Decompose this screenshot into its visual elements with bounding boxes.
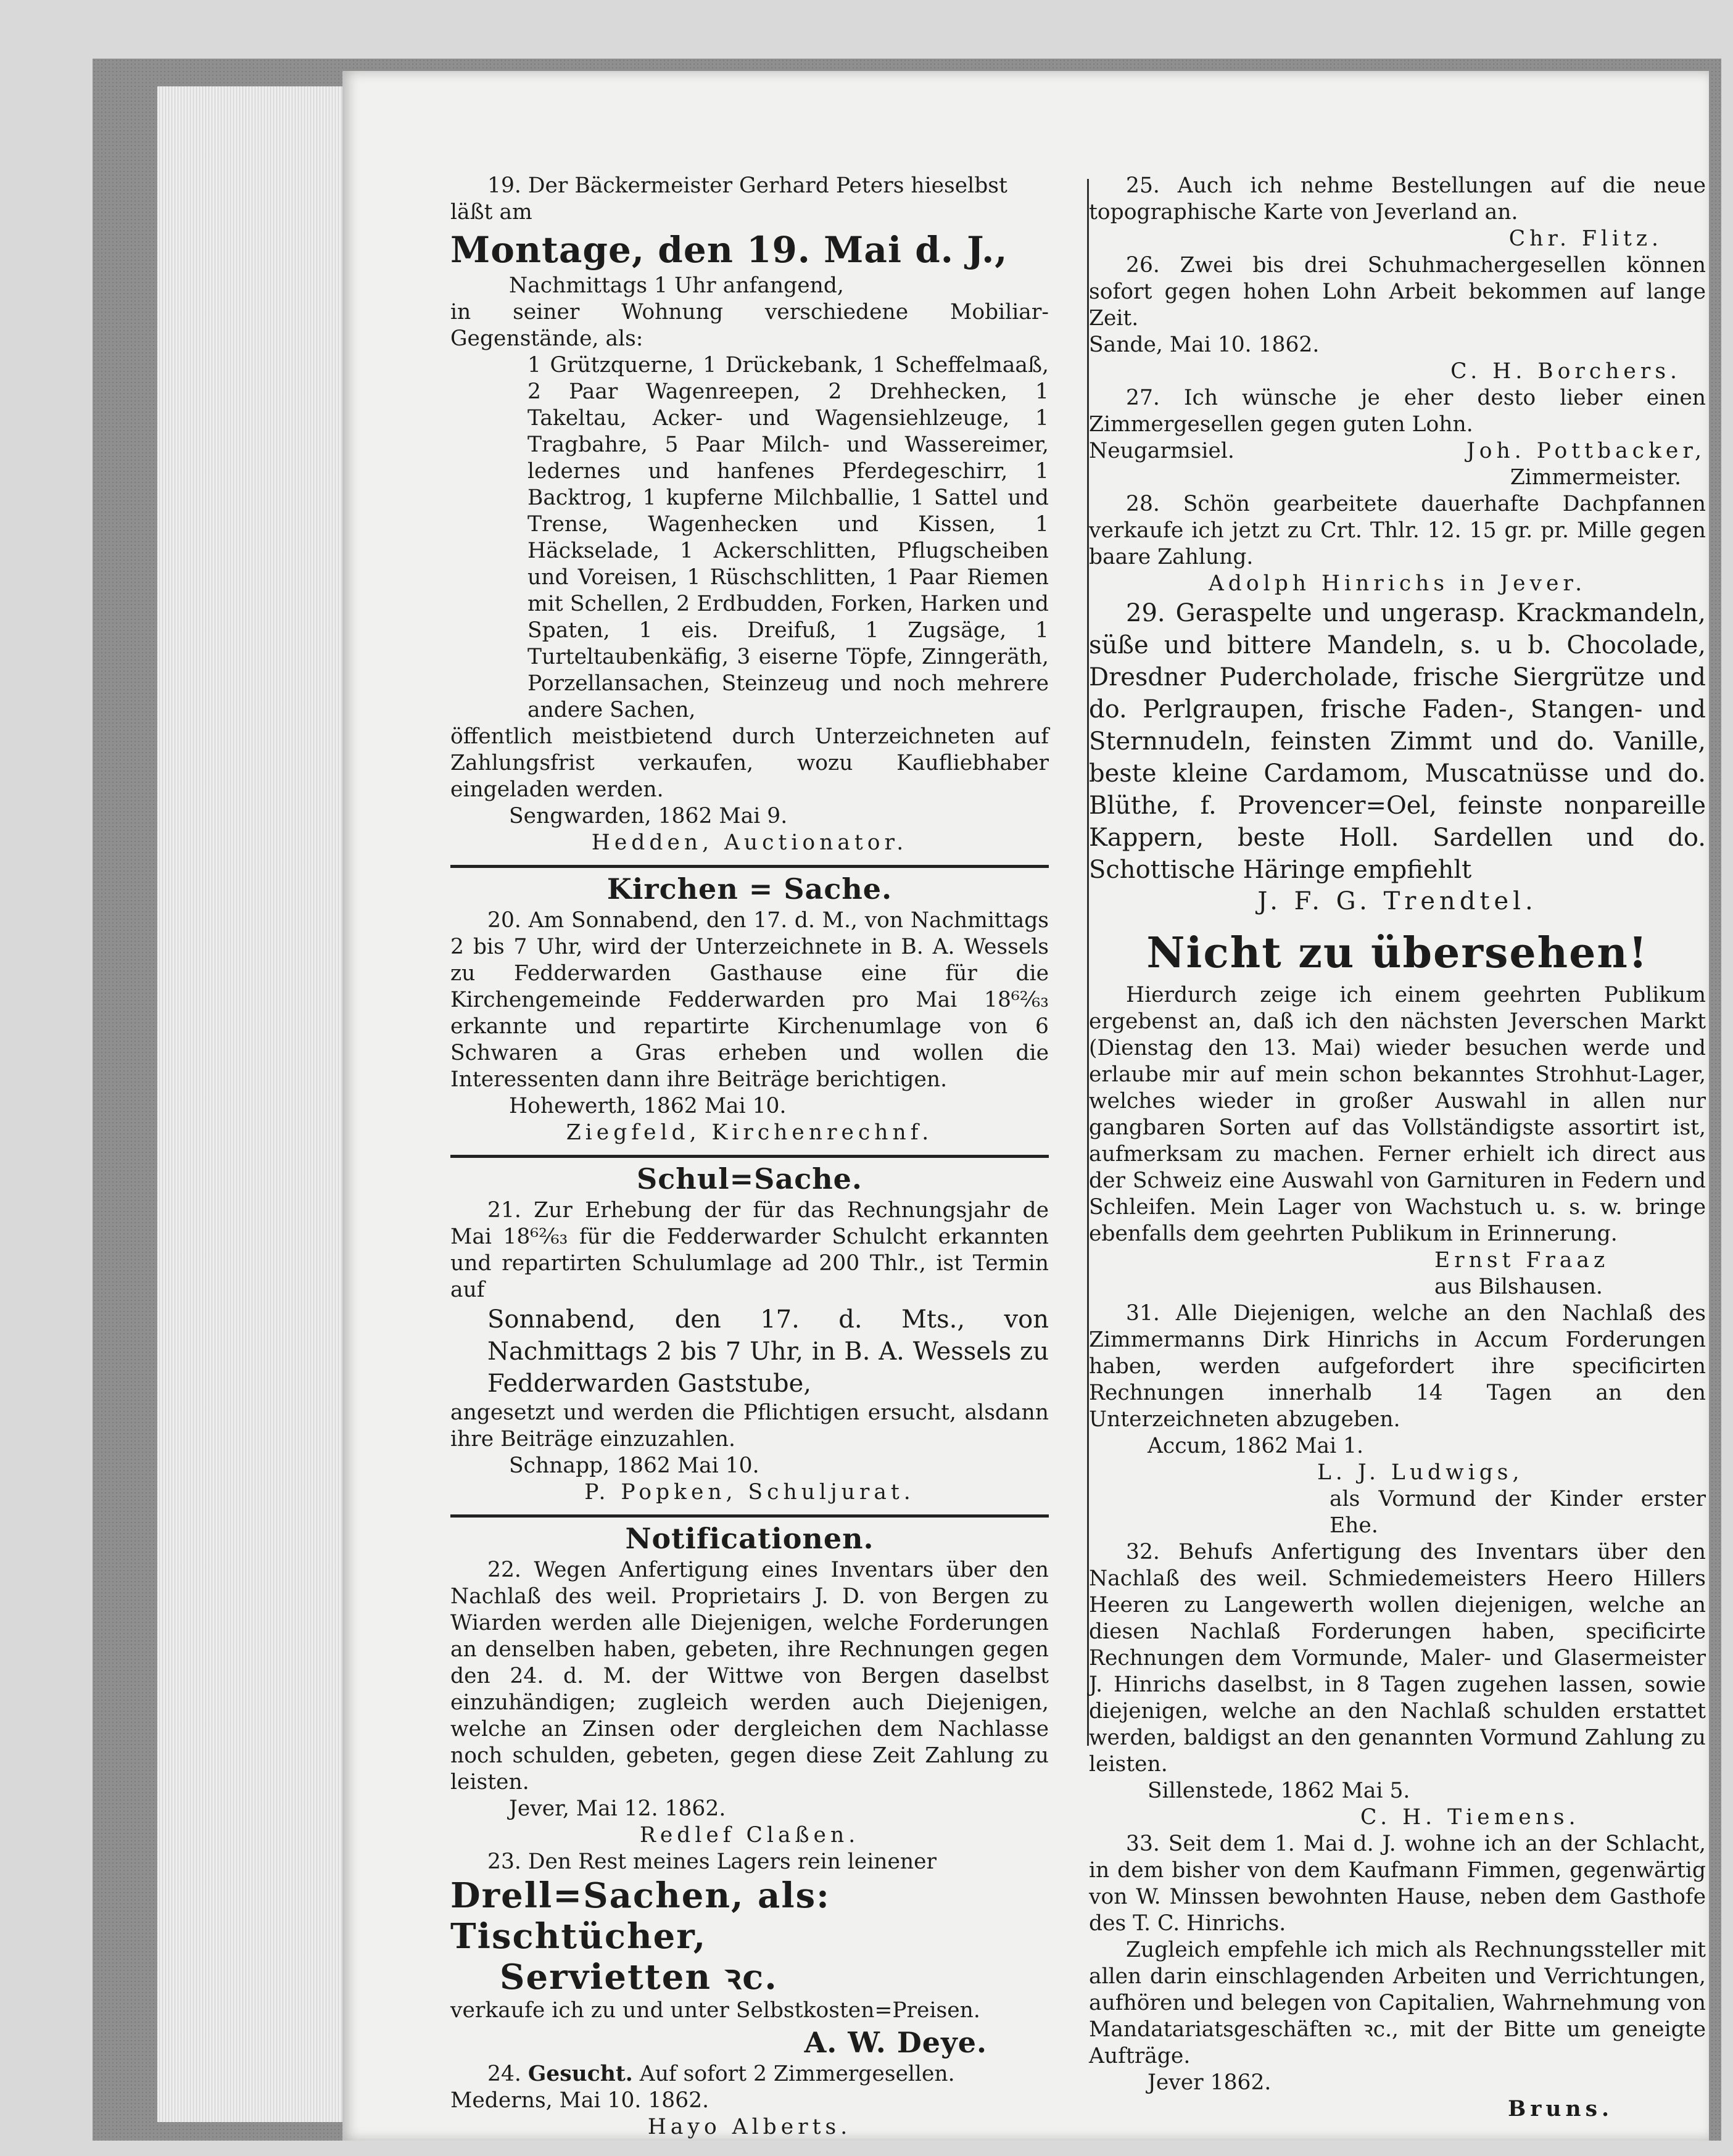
- section-rule: [450, 1514, 1049, 1518]
- notice-19-signature: Hedden, Auctionator.: [591, 830, 908, 855]
- notice-28-text: 28. Schön gearbeitete dauerhafte Dachpfannen verkaufe ich jetzt zu Crt. Thlr. 12. 15 gr. pr. Mille gegen baare Zahlung.: [1089, 492, 1706, 569]
- notice-20-text: 20. Am Sonnabend, den 17. d. M., von Nachmittags 2 bis 7 Uhr, wird der Unterzeichnete in B. A. Wessels zu Fedderwarden Gasthause eine für die Kirchengemeinde Fedderwarden pro Mai 18⁶²⁄₆₃ erkannte und repartirte Kirchenumlage von 6 Schwaren a Gras erheben und wollen die Interessenten dann ihre Beiträge berichtigen.: [450, 908, 1049, 1092]
- notice-31-date: Accum, 1862 Mai 1.: [1148, 1434, 1364, 1458]
- notice-24-date: Mederns, Mai 10. 1862.: [450, 2088, 709, 2113]
- notice-29-signature: J. F. G. Trendtel.: [1257, 887, 1537, 915]
- notice-26-signature: C. H. Borchers.: [1450, 359, 1681, 384]
- notice-23-signature: A. W. Deye.: [804, 2026, 987, 2059]
- notice-19-sub: Nachmittags 1 Uhr anfangend,: [509, 273, 844, 298]
- notice-24-gesucht: Gesucht.: [527, 2062, 633, 2086]
- section-rule: [450, 1155, 1049, 1158]
- notice-32-signature: C. H. Tiemens.: [1360, 1805, 1580, 1830]
- notice-23-headline2: Servietten ꝛc.: [500, 1957, 778, 1997]
- notice-27-title: Zimmermeister.: [1510, 465, 1681, 490]
- notice-26-text: 26. Zwei bis drei Schuhmachergesellen können sofort gegen hohen Lohn Arbeit bekommen auf lange Zeit.: [1089, 253, 1706, 331]
- notice-31-signature: L. J. Ludwigs,: [1317, 1460, 1524, 1485]
- notice-19-body-end: öffentlich meistbietend durch Unterzeichneten auf Zahlungsfrist verkaufen, wozu Kaufliebhaber eingeladen werden.: [450, 724, 1049, 802]
- notice-31-text: 31. Alle Diejenigen, welche an den Nachlaß des Zimmermanns Dirk Hinrichs in Accum Forderungen haben, werden aufgefordert ihre specificirten Rechnungen innerhalb 14 Tagen an den Unterzeichneten abzugeben.: [1089, 1301, 1706, 1432]
- notice-33-date: Jever 1862.: [1148, 2070, 1272, 2095]
- notice-30-heading: Nicht zu übersehen!: [1146, 928, 1648, 978]
- notice-19: [450, 173, 1049, 856]
- notice-20-date: Hohewerth, 1862 Mai 10.: [509, 1094, 787, 1118]
- left-column: [450, 173, 1049, 2141]
- notice-19-date: Sengwarden, 1862 Mai 9.: [509, 804, 788, 828]
- notice-22-signature: Redlef Claßen.: [639, 1823, 860, 1848]
- schul-heading: Schul=Sache.: [637, 1162, 862, 1196]
- notice-23-line1: 23. Den Rest meines Lagers rein leinener: [487, 1849, 937, 1874]
- notice-27-place: Neugarmsiel.: [1089, 439, 1235, 463]
- notice-31-title: als Vormund der Kinder erster Ehe.: [1330, 1487, 1706, 1538]
- notice-24-number: 24.: [487, 2062, 521, 2086]
- notice-33-text2: Zugleich empfehle ich mich als Rechnungssteller mit allen darin einschlagenden Arbeiten und Verrichtungen, aufhören und belegen von Capitalien, Wahrnehmung von Mandatariatsgeschäften ꝛc., mit der Bitte um geneigte Aufträge.: [1089, 1938, 1706, 2068]
- notice-21-text: 21. Zur Erhebung der für das Rechnungsjahr de Mai 18⁶²⁄₆₃ für die Fedderwarder Schulcht erkannten und repartirten Schulumlage ad 200 Thlr., ist Termin auf: [450, 1198, 1049, 1302]
- notice-27-signature: Joh. Pottbacker,: [1466, 439, 1706, 463]
- notice-21-bold-text: Sonnabend, den 17. d. Mts., von Nachmittags 2 bis 7 Uhr, in B. A. Wessels zu Fedderwarden Gaststube,: [487, 1305, 1049, 1398]
- notice-24-text: Auf sofort 2 Zimmergesellen.: [639, 2062, 955, 2086]
- notice-25-text: 25. Auch ich nehme Bestellungen auf die neue topographische Karte von Jeverland an.: [1089, 173, 1706, 225]
- notice-29-text: 29. Geraspelte und ungerasp. Krackmandeln, süße und bittere Mandeln, s. u b. Chocolade, Dresdner Pudercholade, frische Siergrütze und do. Perlgraupen, frische Faden-, Stangen- und Sternnudeln, feinsten Zimmt und do. Vanille, beste kleine Cardamom, Muscatnüsse und do. Blüthe, f. Provencer=Oel, feinste nonpareille Kappern, beste Holl. Sardellen und do. Schottische Häringe empfiehlt: [1089, 599, 1706, 884]
- notice-22-date: Jever, Mai 12. 1862.: [509, 1796, 726, 1821]
- notice-24-signature: Hayo Alberts.: [647, 2115, 852, 2139]
- notice-30-text: Hierdurch zeige ich einem geehrten Publikum ergebenst an, daß ich den nächsten Jeverschen Markt (Dienstag den 13. Mai) wieder besuchen werde und erlaube mir auf mein schon bekanntes Strohhut-Lager, welches wieder in großer Auswahl in allen nur gangbaren Sorten auf das Vollständigste assortirt ist, aufmerksam zu machen. Ferner erhielt ich direct aus der Schweiz eine Auswahl von Garnituren in Federn und Schleifen. Mein Lager von Wachstuch u. s. w. bringe ebenfalls dem geehrten Publikum in Erinnerung.: [1089, 983, 1706, 1246]
- notice-26-date: Sande, Mai 10. 1862.: [1089, 332, 1320, 357]
- notice-19-line2: läßt am: [450, 200, 532, 225]
- notice-33-text1: 33. Seit dem 1. Mai d. J. wohne ich an der Schlacht, in dem bisher von dem Kaufmann Fimmen, gegenwärtig von W. Minssen bewohnten Hause, neben dem Gasthofe des T. C. Hinrichs.: [1089, 1832, 1706, 1936]
- notice-19-line1: 19. Der Bäckermeister Gerhard Peters hieselbst: [487, 173, 1007, 198]
- notice-23-headline1: Drell=Sachen, als: Tischtücher,: [450, 1875, 830, 1957]
- page-edges: [157, 86, 350, 2122]
- notice-32-date: Sillenstede, 1862 Mai 5.: [1148, 1778, 1410, 1803]
- notice-20-signature: Ziegfeld, Kirchenrechnf.: [566, 1120, 933, 1145]
- notice-32-text: 32. Behufs Anfertigung des Inventars über den Nachlaß des weil. Schmiedemeisters Heero Hillers Heeren zu Langewerth wollen diejenigen, welche an diesen Nachlaß Forderungen haben, specificirte Rechnungen dem Vormunde, Maler- und Glasermeister J. Hinrichs daselbst, in 8 Tagen zugehen lassen, sowie diejenigen, welche an den Nachlaß schulden erstattet werden, baldigst an den genannten Vormund Zahlung zu leisten.: [1089, 1540, 1706, 1777]
- notice-21-signature: P. Popken, Schuljurat.: [584, 1480, 915, 1505]
- notice-22-text: 22. Wegen Anfertigung eines Inventars über den Nachlaß des weil. Proprietairs J. D. von Bergen zu Wiarden werden alle Diejenigen, welche Forderungen an denselben haben, gebeten, ihre Rechnungen gegen den 24. d. M. der Wittwe von Bergen daselbst einzuhändigen; zugleich werden auch Diejenigen, welche an Zinsen oder dergleichen dem Nachlasse noch schulden, gebeten, gegen diese Zeit Zahlung zu leisten.: [450, 1558, 1049, 1795]
- right-column: [1089, 173, 1706, 2123]
- notice-23-line2: verkaufe ich zu und unter Selbstkosten=Preisen.: [450, 1998, 980, 2023]
- notif-heading: Notificationen.: [625, 1522, 874, 1555]
- notice-33-signature: Bruns.: [1508, 2097, 1613, 2121]
- notice-28-signature: Adolph Hinrichs in Jever.: [1208, 571, 1587, 596]
- kirchen-heading: Kirchen = Sache.: [606, 872, 893, 906]
- notice-24: [450, 2061, 1049, 2141]
- notice-25-signature: Chr. Flitz.: [1508, 226, 1663, 251]
- notice-21-date: Schnapp, 1862 Mai 10.: [509, 1453, 759, 1478]
- notice-23: [450, 1849, 1049, 2061]
- notice-19-items: 1 Grützquerne, 1 Drückebank, 1 Scheffelmaaß, 2 Paar Wagenreepen, 2 Drehhecken, 1 Takeltau, Acker- und Wagensiehlzeuge, 1 Tragbahre, 5 Paar Milch- und Wassereimer, ledernes und hanfenes Pferdegeschirr, 1 Backtrog, 1 kupferne Milchballie, 1 Sattel und Trense, Wagenhecken und Kissen, 1 Häckselade, 1 Ackerschlitten, Pflugscheiben und Voreisen, 1 Rüschschlitten, 1 Paar Riemen mit Schellen, 2 Erdbudden, Forken, Harken und Spaten, 1 eis. Dreifuß, 1 Zugsäge, 1 Turteltaubenkäfig, 3 eiserne Töpfe, Zinngeräth, Porzellansachen, Steinzeug und noch mehrere andere Sachen,: [527, 353, 1049, 722]
- notice-19-intro: in seiner Wohnung verschiedene Mobiliar-Gegenstände, als:: [450, 300, 1049, 351]
- notice-30-signature: Ernst Fraaz: [1434, 1248, 1610, 1273]
- notice-27-text: 27. Ich wünsche je eher desto lieber einen Zimmergesellen gegen guten Lohn.: [1089, 386, 1706, 437]
- notice-19-headline: Montage, den 19. Mai d. J.,: [450, 229, 1008, 271]
- section-rule: [450, 865, 1049, 868]
- notice-30-place: aus Bilshausen.: [1434, 1274, 1603, 1299]
- notice-21-text2: angesetzt und werden die Pflichtigen ersucht, alsdann ihre Beiträge einzuzahlen.: [450, 1400, 1049, 1452]
